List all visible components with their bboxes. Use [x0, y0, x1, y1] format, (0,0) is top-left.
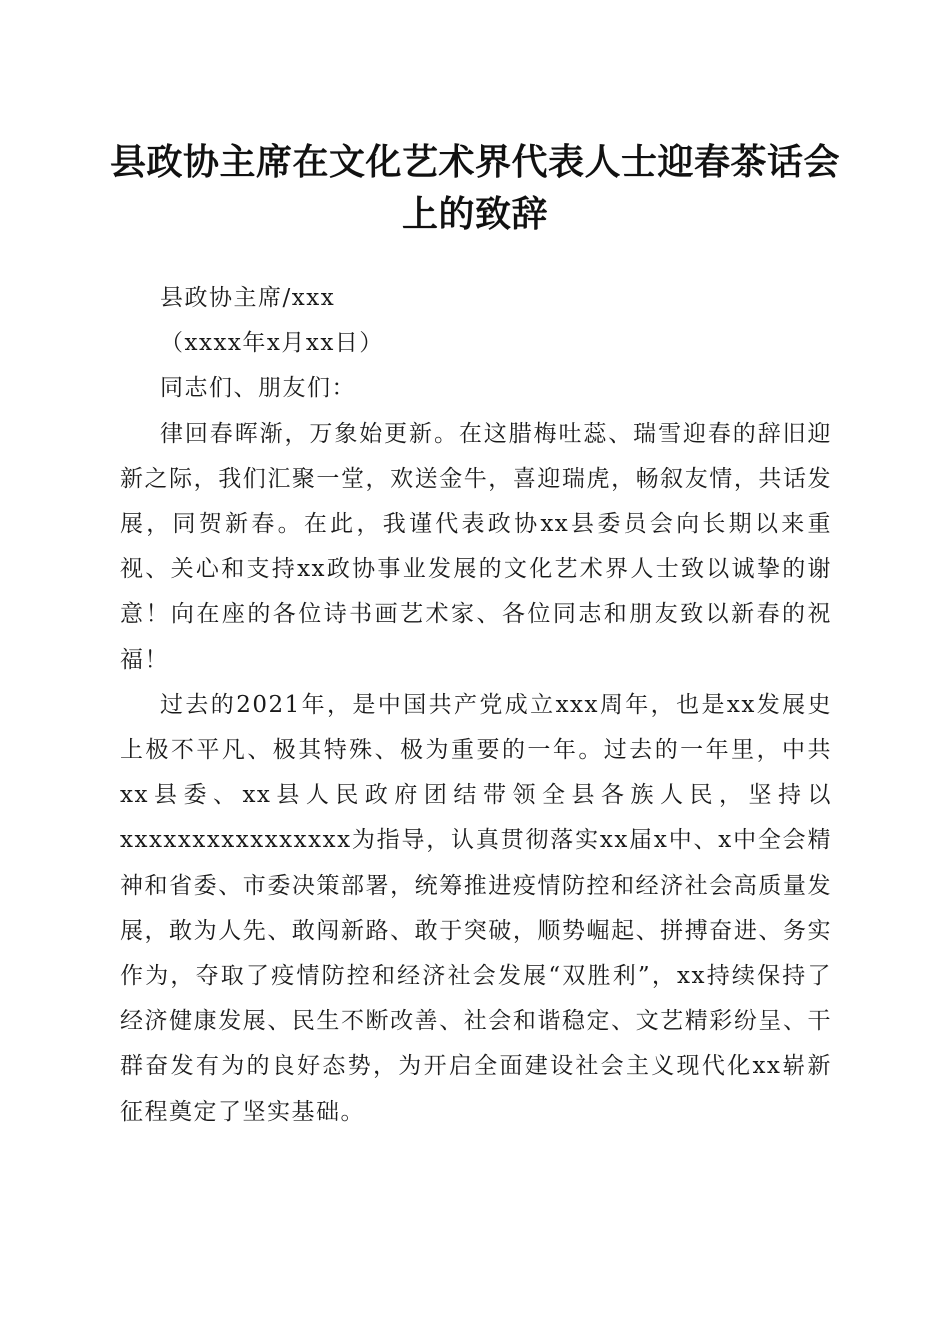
speaker-line: 县政协主席/xxx: [160, 285, 336, 311]
salutation-line: 同志们、朋友们：: [160, 375, 356, 402]
date-line: （xxxx年x月xx日）: [160, 330, 384, 357]
body-paragraph: 律回春晖渐，万象始更新。在这腊梅吐蕊、瑞雪迎春的辞旧迎新之际，我们汇聚一堂，欢送金牛，喜迎瑞虎，畅叙友情，共话发展，同贺新春。在此，我谨代表政协xx县委员会向长期以来重视、关心和支持xx政协事业发展的文化艺术界人士致以诚挚的谢意！向在座的各位诗书画艺术家、各位同志和朋友致以新春的祝福！: [120, 420, 832, 673]
document-title: 县政协主席在文化艺术界代表人士迎春茶话会上的致辞: [109, 141, 840, 235]
body-paragraph: 过去的2021年，是中国共产党成立xxx周年，也是xx发展史上极不平凡、极其特殊、极为重要的一年。过去的一年里，中共xx县委、xx县人民政府团结带领全县各族人民，坚持以xxxxxxxxxxxxxxxx为指导，认真贯彻落实xx届x中、x中全会精神和省委、市委决策部署，统筹推进疫情防控和经济社会高质量发展，敢为人先、敢闯新路、敢于突破，顺势崛起、拼搏奋进、务实作为，夺取了疫情防控和经济社会发展“双胜利”，xx持续保持了经济健康发展、民生不断改善、社会和谐稳定、文艺精彩纷呈、干群奋发有为的良好态势，为开启全面建设社会主义现代化xx崭新征程奠定了坚实基础。: [120, 691, 832, 1125]
document-body: [120, 276, 832, 1135]
